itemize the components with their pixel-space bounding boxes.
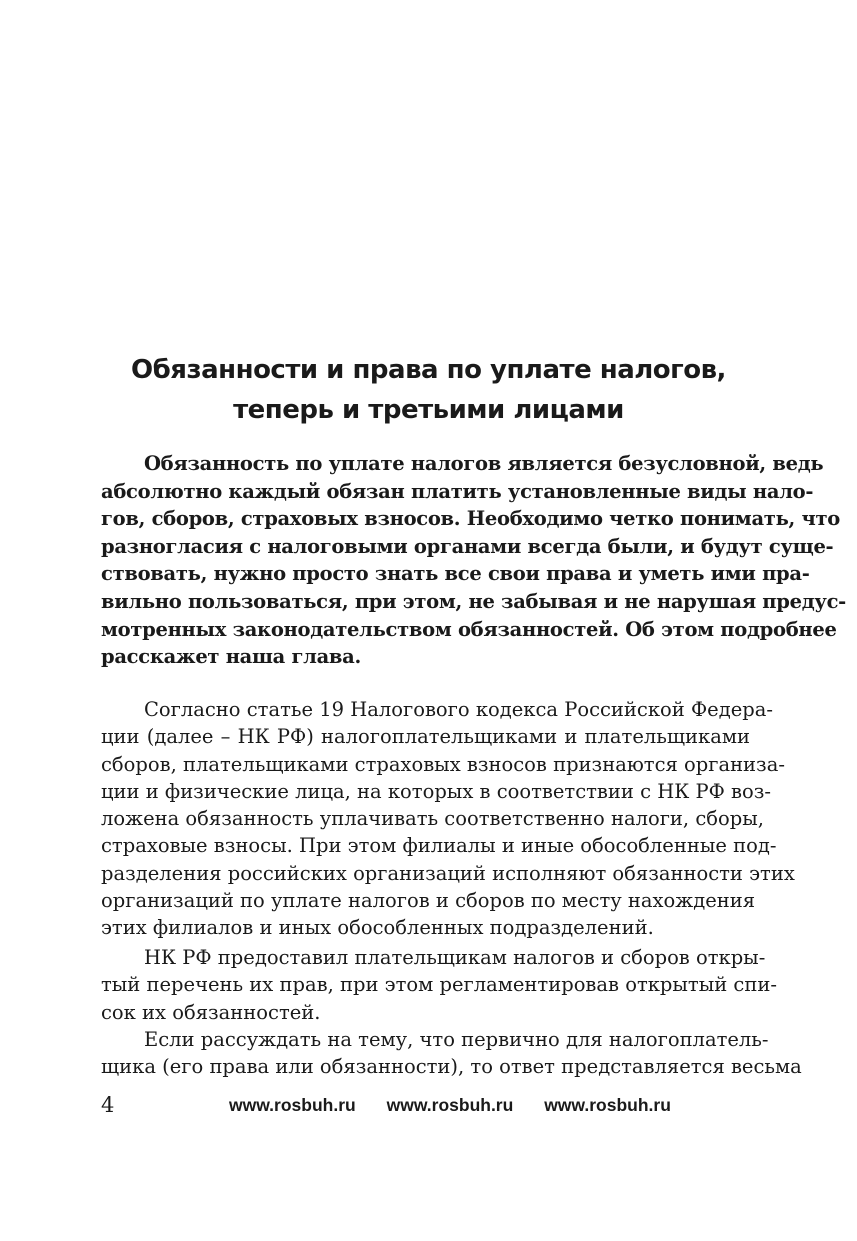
body-line: Согласно статье 19 Налогового кодекса Российской Федера- [144,698,773,721]
chapter-title [100,350,757,430]
body-line: щика (его права или обязанности), то ответ представляется весьма [101,1055,802,1079]
lead-line: расскажет наша глава. [101,645,361,669]
body-paragraph-1 [101,696,795,942]
lead-paragraph [101,450,846,671]
lead-line: абсолютно каждый обязан платить установленные виды нало- [101,479,814,503]
body-line: страховые взносы. При этом филиалы и иные обособленные под- [101,834,777,858]
chapter-title-line-1: Обязанности и права по уплате налогов, [131,355,726,385]
body-line: НК РФ предоставил плательщикам налогов и сборов откры- [144,946,766,969]
body-paragraph-3 [101,1026,802,1081]
body-line: сборов, плательщиками страховых взносов признаются организа- [101,752,785,776]
lead-line: вильно пользоваться, при этом, не забывая и не нарушая предус- [101,589,846,613]
page-footer [101,1091,761,1119]
body-line: разделения российских организаций исполняют обязанности этих [101,861,795,885]
lead-line: разногласия с налоговыми органами всегда были, и будут суще- [101,534,834,558]
lead-line: Обязанность по уплате налогов является безусловной, ведь [144,452,824,475]
body-line: ции (далее – НК РФ) налогоплательщиками и плательщиками [101,725,750,749]
body-line: тый перечень их прав, при этом регламентировав открытый спи- [101,973,777,997]
lead-line: ствовать, нужно просто знать все свои права и уметь ими пра- [101,562,810,586]
footer-urls [229,1091,671,1119]
body-line: сок их обязанностей. [101,1000,321,1024]
page-number: 4 [101,1093,115,1117]
body-line: Если рассуждать на тему, что первично для налогоплатель- [144,1028,769,1051]
chapter-title-line-2: теперь и третьими лицами [233,395,624,425]
lead-line: мотренных законодательством обязанностей. Об этом подробнее [101,617,837,641]
body-paragraph-2 [101,944,777,1026]
footer-url-link[interactable]: www.rosbuh.ru [544,1095,671,1115]
body-line: ции и физические лица, на которых в соответствии с НК РФ воз- [101,779,771,803]
body-line: организаций по уплате налогов и сборов по месту нахождения [101,889,756,913]
lead-line: гов, сборов, страховых взносов. Необходимо четко понимать, что [101,507,840,531]
body-line: ложена обязанность уплачивать соответственно налоги, сборы, [101,807,764,831]
body-line: этих филиалов и иных обособленных подразделений. [101,916,654,940]
footer-url-link[interactable]: www.rosbuh.ru [386,1095,514,1115]
footer-url-link[interactable]: www.rosbuh.ru [229,1095,356,1115]
